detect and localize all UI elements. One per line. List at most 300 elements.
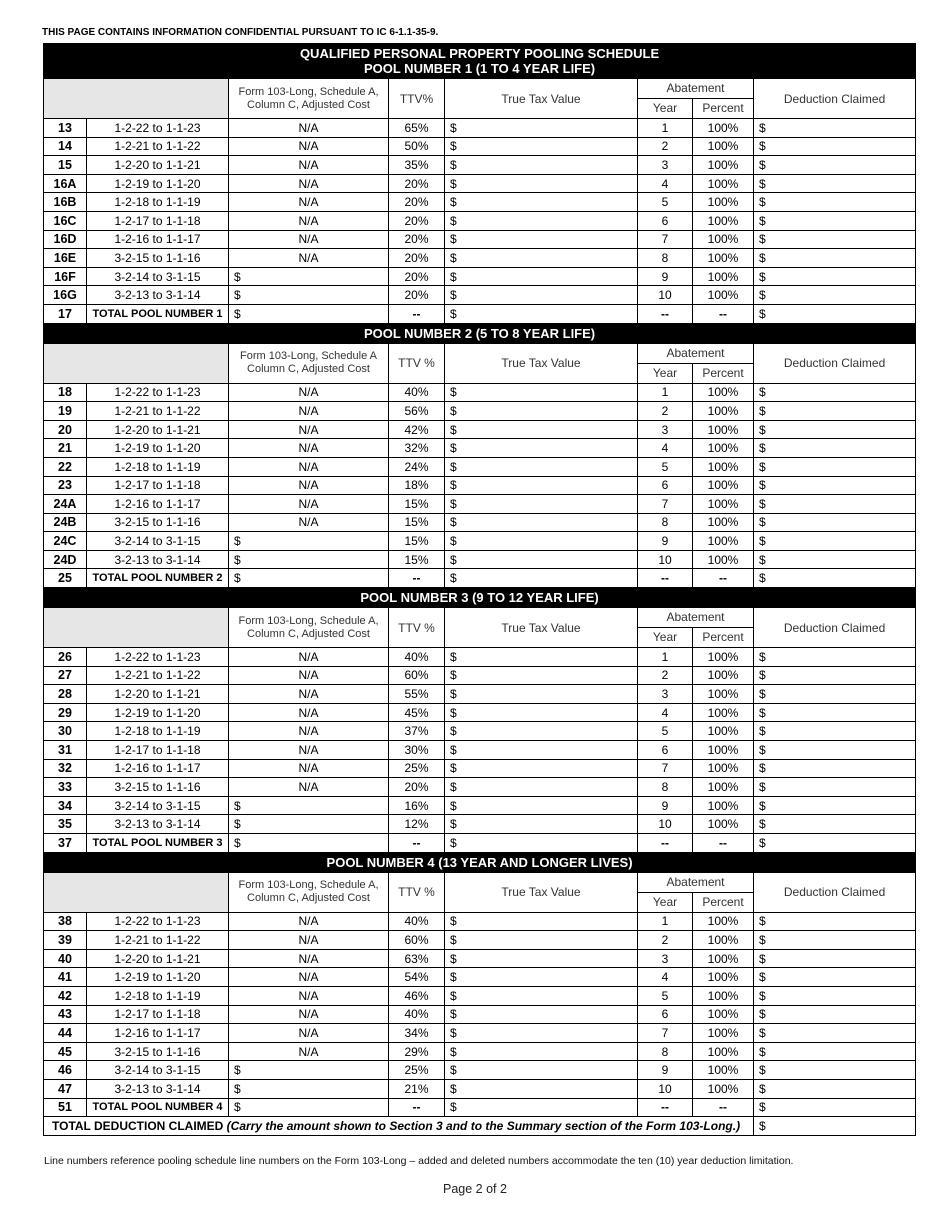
abatement-percent: 100% xyxy=(693,968,754,987)
true-tax-value-field[interactable]: $ xyxy=(445,550,638,569)
true-tax-value-field[interactable]: $ xyxy=(445,402,638,421)
ttv-percent: 25% xyxy=(389,759,445,778)
header-ttv-percent: TTV % xyxy=(389,343,445,383)
deduction-claimed-field[interactable]: $ xyxy=(754,741,916,760)
date-range: 1-2-21 to 1-1-22 xyxy=(87,931,229,950)
adjusted-cost-field: N/A xyxy=(229,949,389,968)
header-year: Year xyxy=(638,99,693,119)
true-tax-value-field[interactable]: $ xyxy=(445,778,638,797)
pool-total-row xyxy=(44,1098,916,1117)
ttv-percent: 20% xyxy=(389,174,445,193)
deduction-claimed-field[interactable]: $ xyxy=(754,156,916,175)
adjusted-cost-field: N/A xyxy=(229,457,389,476)
abatement-year: 10 xyxy=(638,815,693,834)
deduction-claimed-field[interactable]: $ xyxy=(754,685,916,704)
line-number: 28 xyxy=(44,685,87,704)
ttv-percent: 40% xyxy=(389,1005,445,1024)
true-tax-value-field[interactable]: $ xyxy=(445,119,638,138)
true-tax-value-field[interactable]: $ xyxy=(445,815,638,834)
total-adjusted-cost-field[interactable]: $ xyxy=(229,569,389,588)
table-row xyxy=(44,741,916,760)
abatement-percent: 100% xyxy=(693,532,754,551)
abatement-year: 7 xyxy=(638,1024,693,1043)
table-row xyxy=(44,931,916,950)
abatement-year: 8 xyxy=(638,778,693,797)
true-tax-value-field[interactable]: $ xyxy=(445,193,638,212)
ttv-percent: 50% xyxy=(389,137,445,156)
abatement-year: 10 xyxy=(638,286,693,305)
abatement-percent: 100% xyxy=(693,402,754,421)
true-tax-value-field[interactable]: $ xyxy=(445,137,638,156)
deduction-claimed-field[interactable]: $ xyxy=(754,1024,916,1043)
adjusted-cost-field[interactable]: $ xyxy=(229,1079,389,1098)
date-range: 1-2-16 to 1-1-17 xyxy=(87,230,229,249)
line-number: 24D xyxy=(44,550,87,569)
deduction-claimed-field[interactable]: $ xyxy=(754,457,916,476)
true-tax-value-field[interactable]: $ xyxy=(445,495,638,514)
total-year-dash: -- xyxy=(638,304,693,323)
total-deduction-claimed-field[interactable]: $ xyxy=(754,834,916,853)
pool-heading: POOL NUMBER 4 (13 YEAR AND LONGER LIVES) xyxy=(326,854,633,870)
true-tax-value-field[interactable]: $ xyxy=(445,230,638,249)
true-tax-value-field[interactable]: $ xyxy=(445,249,638,268)
total-deduction-claimed-field[interactable]: $ xyxy=(754,569,916,588)
true-tax-value-field[interactable]: $ xyxy=(445,532,638,551)
table-row xyxy=(44,778,916,797)
line-number: 30 xyxy=(44,722,87,741)
true-tax-value-field[interactable]: $ xyxy=(445,949,638,968)
deduction-claimed-field[interactable]: $ xyxy=(754,495,916,514)
ttv-percent: 37% xyxy=(389,722,445,741)
adjusted-cost-field: N/A xyxy=(229,968,389,987)
line-number: 21 xyxy=(44,439,87,458)
line-number: 16D xyxy=(44,230,87,249)
adjusted-cost-field: N/A xyxy=(229,666,389,685)
adjusted-cost-field: N/A xyxy=(229,383,389,402)
true-tax-value-field[interactable]: $ xyxy=(445,476,638,495)
deduction-claimed-field[interactable]: $ xyxy=(754,912,916,931)
total-deduction-label: TOTAL DEDUCTION CLAIMED xyxy=(52,1118,224,1133)
table-row xyxy=(44,722,916,741)
pool-heading: POOL NUMBER 2 (5 TO 8 YEAR LIFE) xyxy=(363,325,596,341)
ttv-percent: 21% xyxy=(389,1079,445,1098)
abatement-percent: 100% xyxy=(693,986,754,1005)
true-tax-value-field[interactable]: $ xyxy=(445,420,638,439)
header-true-tax-value: True Tax Value xyxy=(445,79,638,119)
table-row xyxy=(44,420,916,439)
total-true-tax-value-field[interactable]: $ xyxy=(445,304,638,323)
adjusted-cost-field: N/A xyxy=(229,722,389,741)
ttv-percent: 20% xyxy=(389,286,445,305)
abatement-percent: 100% xyxy=(693,174,754,193)
adjusted-cost-field: N/A xyxy=(229,211,389,230)
abatement-percent: 100% xyxy=(693,286,754,305)
pool-header-row xyxy=(44,79,916,99)
deduction-claimed-field[interactable]: $ xyxy=(754,119,916,138)
true-tax-value-field[interactable]: $ xyxy=(445,174,638,193)
true-tax-value-field[interactable]: $ xyxy=(445,286,638,305)
pool-header-row xyxy=(44,608,916,628)
deduction-claimed-field[interactable]: $ xyxy=(754,137,916,156)
deduction-claimed-field[interactable]: $ xyxy=(754,174,916,193)
deduction-claimed-field[interactable]: $ xyxy=(754,230,916,249)
ttv-percent: 15% xyxy=(389,532,445,551)
adjusted-cost-field: N/A xyxy=(229,174,389,193)
ttv-percent: 15% xyxy=(389,513,445,532)
abatement-year: 9 xyxy=(638,1061,693,1080)
abatement-percent: 100% xyxy=(693,156,754,175)
line-number: 19 xyxy=(44,402,87,421)
ttv-percent: 20% xyxy=(389,778,445,797)
abatement-year: 3 xyxy=(638,949,693,968)
date-range: 1-2-21 to 1-1-22 xyxy=(87,666,229,685)
adjusted-cost-field[interactable]: $ xyxy=(229,267,389,286)
abatement-percent: 100% xyxy=(693,1061,754,1080)
total-ttv-dash: -- xyxy=(389,569,445,588)
line-number: 23 xyxy=(44,476,87,495)
abatement-percent: 100% xyxy=(693,722,754,741)
abatement-percent: 100% xyxy=(693,1079,754,1098)
date-range: 3-2-14 to 3-1-15 xyxy=(87,267,229,286)
date-range: 1-2-18 to 1-1-19 xyxy=(87,193,229,212)
pool-total-row xyxy=(44,569,916,588)
date-range: 1-2-19 to 1-1-20 xyxy=(87,703,229,722)
header-deduction-claimed: Deduction Claimed xyxy=(754,79,916,119)
abatement-year: 3 xyxy=(638,685,693,704)
date-range: 1-2-22 to 1-1-23 xyxy=(87,648,229,667)
abatement-percent: 100% xyxy=(693,759,754,778)
abatement-percent: 100% xyxy=(693,457,754,476)
date-range: 1-2-20 to 1-1-21 xyxy=(87,685,229,704)
ttv-percent: 54% xyxy=(389,968,445,987)
abatement-year: 10 xyxy=(638,1079,693,1098)
abatement-year: 7 xyxy=(638,759,693,778)
deduction-claimed-field[interactable]: $ xyxy=(754,968,916,987)
true-tax-value-field[interactable]: $ xyxy=(445,439,638,458)
adjusted-cost-field[interactable]: $ xyxy=(229,550,389,569)
total-adjusted-cost-field[interactable]: $ xyxy=(229,1098,389,1117)
abatement-year: 7 xyxy=(638,495,693,514)
true-tax-value-field[interactable]: $ xyxy=(445,741,638,760)
line-number: 38 xyxy=(44,912,87,931)
true-tax-value-field[interactable]: $ xyxy=(445,931,638,950)
abatement-percent: 100% xyxy=(693,420,754,439)
total-ttv-dash: -- xyxy=(389,304,445,323)
line-number: 51 xyxy=(44,1098,87,1117)
abatement-percent: 100% xyxy=(693,648,754,667)
true-tax-value-field[interactable]: $ xyxy=(445,1061,638,1080)
adjusted-cost-field: N/A xyxy=(229,156,389,175)
header-abatement: Abatement xyxy=(638,608,754,628)
true-tax-value-field[interactable]: $ xyxy=(445,796,638,815)
date-range: 1-2-17 to 1-1-18 xyxy=(87,1005,229,1024)
pool-title xyxy=(44,323,916,343)
table-row xyxy=(44,759,916,778)
table-row xyxy=(44,532,916,551)
deduction-claimed-field[interactable]: $ xyxy=(754,193,916,212)
abatement-year: 9 xyxy=(638,796,693,815)
true-tax-value-field[interactable]: $ xyxy=(445,1079,638,1098)
true-tax-value-field[interactable]: $ xyxy=(445,648,638,667)
deduction-claimed-field[interactable]: $ xyxy=(754,986,916,1005)
true-tax-value-field[interactable]: $ xyxy=(445,1024,638,1043)
pool-heading: POOL NUMBER 1 (1 TO 4 YEAR LIFE) xyxy=(363,61,596,76)
header-adjusted-cost: Form 103-Long, Schedule A Column C, Adjusted Cost xyxy=(229,343,389,383)
abatement-percent: 100% xyxy=(693,741,754,760)
schedule-title: QUALIFIED PERSONAL PROPERTY POOLING SCHEDULE xyxy=(299,46,660,61)
header-blank xyxy=(44,79,229,119)
ttv-percent: 15% xyxy=(389,550,445,569)
true-tax-value-field[interactable]: $ xyxy=(445,156,638,175)
pool-total-row xyxy=(44,304,916,323)
date-range: 1-2-16 to 1-1-17 xyxy=(87,1024,229,1043)
deduction-claimed-field[interactable]: $ xyxy=(754,759,916,778)
deduction-claimed-field[interactable]: $ xyxy=(754,420,916,439)
deduction-claimed-field[interactable]: $ xyxy=(754,476,916,495)
adjusted-cost-field: N/A xyxy=(229,439,389,458)
pool-title-row xyxy=(44,852,916,872)
table-row xyxy=(44,156,916,175)
header-adjusted-cost: Form 103-Long, Schedule A, Column C, Adjusted Cost xyxy=(229,872,389,912)
header-blank xyxy=(44,343,229,383)
true-tax-value-field[interactable]: $ xyxy=(445,457,638,476)
deduction-claimed-field[interactable]: $ xyxy=(754,1061,916,1080)
ttv-percent: 65% xyxy=(389,119,445,138)
adjusted-cost-field: N/A xyxy=(229,1042,389,1061)
true-tax-value-field[interactable]: $ xyxy=(445,912,638,931)
line-number: 39 xyxy=(44,931,87,950)
adjusted-cost-field: N/A xyxy=(229,931,389,950)
ttv-percent: 18% xyxy=(389,476,445,495)
ttv-percent: 34% xyxy=(389,1024,445,1043)
table-row xyxy=(44,1042,916,1061)
line-number: 43 xyxy=(44,1005,87,1024)
page-number: Page 2 of 2 xyxy=(443,1182,507,1196)
deduction-claimed-field[interactable]: $ xyxy=(754,267,916,286)
date-range: 1-2-18 to 1-1-19 xyxy=(87,722,229,741)
pool-title xyxy=(44,852,916,872)
line-number: 35 xyxy=(44,815,87,834)
table-row xyxy=(44,912,916,931)
total-true-tax-value-field[interactable]: $ xyxy=(445,834,638,853)
deduction-claimed-field[interactable]: $ xyxy=(754,550,916,569)
true-tax-value-field[interactable]: $ xyxy=(445,986,638,1005)
deduction-claimed-field[interactable]: $ xyxy=(754,666,916,685)
table-row xyxy=(44,119,916,138)
ttv-percent: 20% xyxy=(389,193,445,212)
true-tax-value-field[interactable]: $ xyxy=(445,703,638,722)
deduction-claimed-field[interactable]: $ xyxy=(754,286,916,305)
pool-title-row xyxy=(44,323,916,343)
header-abatement: Abatement xyxy=(638,872,754,892)
total-deduction-claimed-field[interactable]: $ xyxy=(754,1098,916,1117)
date-range: 1-2-22 to 1-1-23 xyxy=(87,119,229,138)
line-number: 16E xyxy=(44,249,87,268)
ttv-percent: 20% xyxy=(389,230,445,249)
ttv-percent: 20% xyxy=(389,211,445,230)
abatement-year: 5 xyxy=(638,722,693,741)
date-range: 1-2-18 to 1-1-19 xyxy=(87,457,229,476)
adjusted-cost-field: N/A xyxy=(229,986,389,1005)
adjusted-cost-field: N/A xyxy=(229,230,389,249)
table-row xyxy=(44,230,916,249)
deduction-claimed-field[interactable]: $ xyxy=(754,931,916,950)
abatement-year: 8 xyxy=(638,513,693,532)
date-range: 1-2-22 to 1-1-23 xyxy=(87,383,229,402)
date-range: 3-2-13 to 3-1-14 xyxy=(87,1079,229,1098)
header-ttv-percent: TTV % xyxy=(389,872,445,912)
ttv-percent: 40% xyxy=(389,648,445,667)
abatement-percent: 100% xyxy=(693,815,754,834)
total-deduction-claimed-field[interactable]: $ xyxy=(754,1117,916,1136)
adjusted-cost-field: N/A xyxy=(229,495,389,514)
deduction-claimed-field[interactable]: $ xyxy=(754,722,916,741)
header-adjusted-cost: Form 103-Long, Schedule A, Column C, Adjusted Cost xyxy=(229,79,389,119)
adjusted-cost-field: N/A xyxy=(229,476,389,495)
header-ttv-percent: TTV% xyxy=(389,79,445,119)
deduction-claimed-field[interactable]: $ xyxy=(754,1079,916,1098)
abatement-percent: 100% xyxy=(693,666,754,685)
adjusted-cost-field: N/A xyxy=(229,420,389,439)
abatement-percent: 100% xyxy=(693,550,754,569)
abatement-year: 3 xyxy=(638,156,693,175)
header-percent: Percent xyxy=(693,99,754,119)
date-range: 1-2-20 to 1-1-21 xyxy=(87,156,229,175)
total-percent-dash: -- xyxy=(693,569,754,588)
line-number: 20 xyxy=(44,420,87,439)
table-row xyxy=(44,174,916,193)
deduction-claimed-field[interactable]: $ xyxy=(754,648,916,667)
total-true-tax-value-field[interactable]: $ xyxy=(445,569,638,588)
abatement-year: 4 xyxy=(638,174,693,193)
ttv-percent: 29% xyxy=(389,1042,445,1061)
ttv-percent: 24% xyxy=(389,457,445,476)
adjusted-cost-field: N/A xyxy=(229,513,389,532)
line-number: 15 xyxy=(44,156,87,175)
adjusted-cost-field[interactable]: $ xyxy=(229,286,389,305)
date-range: 3-2-13 to 3-1-14 xyxy=(87,815,229,834)
line-number: 16A xyxy=(44,174,87,193)
true-tax-value-field[interactable]: $ xyxy=(445,383,638,402)
line-number: 31 xyxy=(44,741,87,760)
table-row xyxy=(44,402,916,421)
deduction-claimed-field[interactable]: $ xyxy=(754,815,916,834)
abatement-year: 9 xyxy=(638,267,693,286)
abatement-percent: 100% xyxy=(693,931,754,950)
abatement-percent: 100% xyxy=(693,513,754,532)
deduction-claimed-field[interactable]: $ xyxy=(754,513,916,532)
ttv-percent: 40% xyxy=(389,912,445,931)
true-tax-value-field[interactable]: $ xyxy=(445,513,638,532)
abatement-percent: 100% xyxy=(693,249,754,268)
line-number: 40 xyxy=(44,949,87,968)
abatement-year: 2 xyxy=(638,666,693,685)
deduction-claimed-field[interactable]: $ xyxy=(754,778,916,797)
line-number: 32 xyxy=(44,759,87,778)
total-year-dash: -- xyxy=(638,1098,693,1117)
header-true-tax-value: True Tax Value xyxy=(445,608,638,648)
adjusted-cost-field[interactable]: $ xyxy=(229,796,389,815)
adjusted-cost-field[interactable]: $ xyxy=(229,1061,389,1080)
total-deduction-claimed-field[interactable]: $ xyxy=(754,304,916,323)
deduction-claimed-field[interactable]: $ xyxy=(754,439,916,458)
adjusted-cost-field[interactable]: $ xyxy=(229,532,389,551)
table-row xyxy=(44,457,916,476)
table-row xyxy=(44,815,916,834)
total-ttv-dash: -- xyxy=(389,1098,445,1117)
ttv-percent: 46% xyxy=(389,986,445,1005)
adjusted-cost-field: N/A xyxy=(229,137,389,156)
total-true-tax-value-field[interactable]: $ xyxy=(445,1098,638,1117)
abatement-percent: 100% xyxy=(693,1024,754,1043)
deduction-claimed-field[interactable]: $ xyxy=(754,211,916,230)
abatement-year: 7 xyxy=(638,230,693,249)
abatement-percent: 100% xyxy=(693,949,754,968)
ttv-percent: 56% xyxy=(389,402,445,421)
table-row xyxy=(44,383,916,402)
header-blank xyxy=(44,872,229,912)
pool-title-row xyxy=(44,44,916,79)
true-tax-value-field[interactable]: $ xyxy=(445,759,638,778)
date-range: 3-2-14 to 3-1-15 xyxy=(87,1061,229,1080)
pool-total-label: TOTAL POOL NUMBER 1 xyxy=(87,304,229,323)
abatement-percent: 100% xyxy=(693,912,754,931)
deduction-claimed-field[interactable]: $ xyxy=(754,703,916,722)
true-tax-value-field[interactable]: $ xyxy=(445,1042,638,1061)
true-tax-value-field[interactable]: $ xyxy=(445,211,638,230)
date-range: 1-2-17 to 1-1-18 xyxy=(87,211,229,230)
true-tax-value-field[interactable]: $ xyxy=(445,685,638,704)
abatement-year: 5 xyxy=(638,193,693,212)
deduction-claimed-field[interactable]: $ xyxy=(754,949,916,968)
deduction-claimed-field[interactable]: $ xyxy=(754,1005,916,1024)
deduction-claimed-field[interactable]: $ xyxy=(754,796,916,815)
header-year: Year xyxy=(638,628,693,648)
deduction-claimed-field[interactable]: $ xyxy=(754,249,916,268)
total-deduction-label-cell xyxy=(44,1117,754,1136)
abatement-year: 5 xyxy=(638,986,693,1005)
total-adjusted-cost-field[interactable]: $ xyxy=(229,834,389,853)
adjusted-cost-field: N/A xyxy=(229,119,389,138)
deduction-claimed-field[interactable]: $ xyxy=(754,402,916,421)
adjusted-cost-field[interactable]: $ xyxy=(229,815,389,834)
header-true-tax-value: True Tax Value xyxy=(445,872,638,912)
deduction-claimed-field[interactable]: $ xyxy=(754,1042,916,1061)
abatement-year: 8 xyxy=(638,1042,693,1061)
true-tax-value-field[interactable]: $ xyxy=(445,666,638,685)
deduction-claimed-field[interactable]: $ xyxy=(754,532,916,551)
true-tax-value-field[interactable]: $ xyxy=(445,722,638,741)
date-range: 3-2-15 to 1-1-16 xyxy=(87,513,229,532)
ttv-percent: 32% xyxy=(389,439,445,458)
date-range: 1-2-21 to 1-1-22 xyxy=(87,402,229,421)
deduction-claimed-field[interactable]: $ xyxy=(754,383,916,402)
table-row xyxy=(44,986,916,1005)
abatement-percent: 100% xyxy=(693,137,754,156)
true-tax-value-field[interactable]: $ xyxy=(445,1005,638,1024)
table-row xyxy=(44,267,916,286)
date-range: 3-2-15 to 1-1-16 xyxy=(87,1042,229,1061)
true-tax-value-field[interactable]: $ xyxy=(445,267,638,286)
ttv-percent: 42% xyxy=(389,420,445,439)
header-year: Year xyxy=(638,892,693,912)
true-tax-value-field[interactable]: $ xyxy=(445,968,638,987)
total-adjusted-cost-field[interactable]: $ xyxy=(229,304,389,323)
date-range: 1-2-16 to 1-1-17 xyxy=(87,759,229,778)
table-row xyxy=(44,137,916,156)
date-range: 1-2-19 to 1-1-20 xyxy=(87,968,229,987)
line-number: 24A xyxy=(44,495,87,514)
